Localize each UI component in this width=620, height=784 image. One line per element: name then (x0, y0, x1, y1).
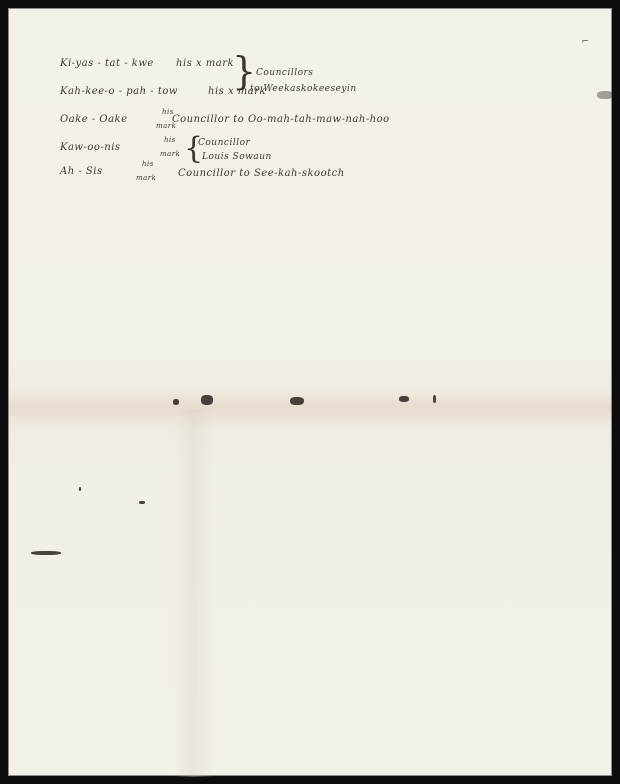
signatory-name: Oake - Oake (60, 114, 128, 125)
role-text: Councillor (198, 138, 251, 148)
mark-superscript: his (164, 136, 176, 144)
signatory-name: Ah - Sis (60, 166, 103, 177)
role-text: Louis Sowaun (202, 152, 272, 162)
ink-stain (433, 395, 436, 403)
signatory-name: Ki-yas - tat - kwe (60, 58, 154, 69)
ink-stain (399, 396, 409, 402)
signatory-mark: mark (156, 122, 177, 130)
horizontal-fold (9, 389, 611, 429)
role-text: Councillor to Oo-mah-tah-maw-nah-hoo (172, 114, 390, 125)
ink-stain (79, 487, 81, 491)
role-text: to Weekaskokeeseyin (250, 84, 357, 94)
signatory-name: Kah-kee-o - pah - tow (60, 86, 178, 97)
ink-stain (290, 397, 304, 405)
mark-superscript: his (162, 108, 174, 116)
ink-stain (31, 551, 61, 555)
ink-stain (597, 91, 613, 99)
ink-stain (173, 399, 179, 405)
signatory-mark: mark (160, 150, 181, 158)
ink-stain (139, 501, 145, 504)
signatory-name: Kaw-oo-nis (60, 142, 121, 153)
signatory-mark: his x mark (208, 86, 267, 97)
signatory-mark: mark (136, 174, 157, 182)
brace-glyph: { (184, 131, 204, 166)
ink-stain (201, 395, 213, 405)
role-text: Councillor to See-kah-skootch (178, 168, 345, 179)
corner-note: ⌐ (581, 37, 589, 47)
brace-glyph: } (232, 49, 257, 93)
mark-superscript: his (142, 160, 154, 168)
role-text: Councillors (256, 68, 314, 78)
signatory-mark: his x mark (176, 58, 235, 69)
vertical-fold (174, 409, 214, 777)
